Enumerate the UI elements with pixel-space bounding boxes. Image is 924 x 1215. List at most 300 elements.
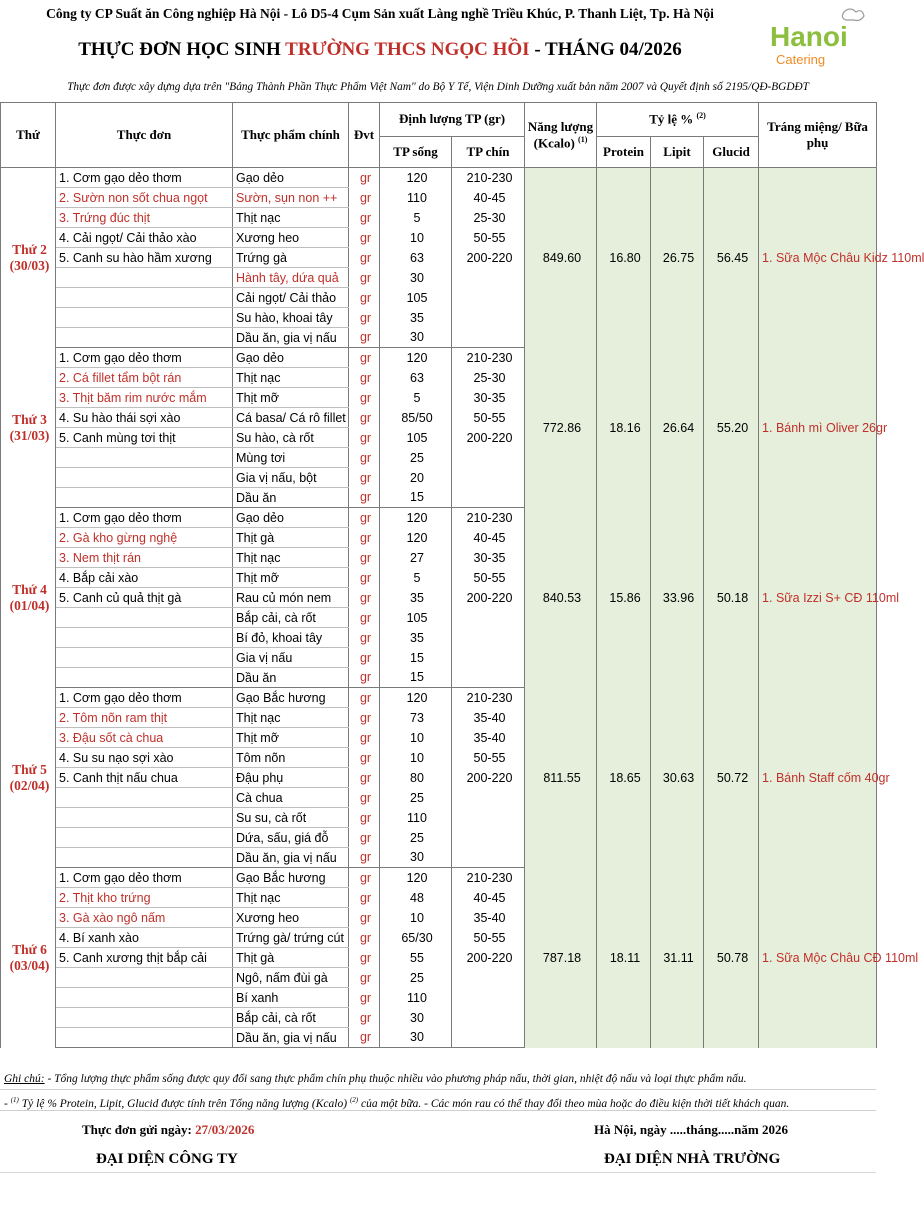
raw-qty-cell: 110 [380, 808, 452, 828]
menu-body [1, 168, 924, 1048]
unit-cell: gr [349, 188, 380, 208]
cooked-qty-cell [452, 648, 525, 668]
col-ratio-header [597, 103, 759, 137]
raw-qty-cell: 63 [380, 368, 452, 388]
unit-cell: gr [349, 628, 380, 648]
dish-item [56, 608, 233, 628]
raw-qty-cell: 20 [380, 468, 452, 488]
food-item: Dứa, sấu, giá đỗ [233, 828, 349, 848]
cooked-qty-cell [452, 628, 525, 648]
dish-item: 4. Cải ngọt/ Cải thảo xào [56, 228, 233, 248]
company-address: Công ty CP Suất ăn Công nghiệp Hà Nội - Lô D5-4 Cụm Sản xuất Làng nghề Triều Khúc, P. Thanh Liệt, Tp. Hà Nội [46, 6, 714, 21]
food-item: Cá basa/ Cá rô fillet [233, 408, 349, 428]
raw-qty-cell: 5 [380, 208, 452, 228]
raw-qty-cell: 80 [380, 768, 452, 788]
food-item: Su hào, cà rốt [233, 428, 349, 448]
cooked-qty-cell: 50-55 [452, 748, 525, 768]
dish-item: 3. Trứng đúc thịt [56, 208, 233, 228]
unit-cell: gr [349, 568, 380, 588]
dish-item: 5. Canh củ quả thịt gà [56, 588, 233, 608]
note-text-2a: Tỷ lệ % Protein, Lipit, Glucid được tính trên Tổng năng lượng (Kcalo) [18, 1097, 350, 1110]
raw-qty-cell: 15 [380, 488, 452, 508]
dish-item: 1. Cơm gạo dẻo thơm [56, 348, 233, 368]
day-label: Thứ 6 [12, 941, 47, 957]
cooked-qty-cell: 40-45 [452, 528, 525, 548]
dish-item [56, 808, 233, 828]
raw-qty-cell: 25 [380, 968, 452, 988]
lipit-cell: 26.75 [651, 168, 704, 348]
cooked-qty-cell [452, 788, 525, 808]
food-item: Dầu ăn [233, 488, 349, 508]
unit-cell: gr [349, 868, 380, 888]
unit-cell: gr [349, 168, 380, 188]
raw-qty-cell: 55 [380, 948, 452, 968]
dish-item [56, 268, 233, 288]
dish-item [56, 488, 233, 508]
unit-cell: gr [349, 1008, 380, 1028]
day-date: (03/04) [9, 957, 50, 973]
food-item: Gia vị nấu, bột [233, 468, 349, 488]
unit-cell: gr [349, 968, 380, 988]
unit-cell: gr [349, 548, 380, 568]
dish-item [56, 288, 233, 308]
cooked-qty-cell: 50-55 [452, 228, 525, 248]
energy-superscript: (1) [578, 134, 588, 144]
unit-cell: gr [349, 408, 380, 428]
menu-row [1, 508, 877, 528]
day-date: (30/03) [9, 257, 50, 273]
dish-item [56, 628, 233, 648]
cooked-qty-cell [452, 668, 525, 688]
dish-item: 1. Cơm gạo dẻo thơm [56, 168, 233, 188]
protein-cell: 16.80 [597, 168, 651, 348]
day-date: (31/03) [9, 427, 50, 443]
cooked-qty-cell: 50-55 [452, 408, 525, 428]
dish-item: 5. Canh mùng tơi thịt [56, 428, 233, 448]
glucid-cell: 50.18 [704, 508, 759, 688]
dish-item: 2. Thịt kho trứng [56, 888, 233, 908]
cooked-qty-cell: 25-30 [452, 208, 525, 228]
note-text-1: - Tổng lượng thực phẩm sống được quy đổi sang thực phẩm chín phụ thuộc nhiều vào phương pháp nấu, thời gian, nhiệt độ nấu và loại thực phẩm nấu. [44, 1073, 747, 1085]
dish-item: 2. Sườn non sốt chua ngọt [56, 188, 233, 208]
raw-qty-cell: 10 [380, 728, 452, 748]
unit-cell: gr [349, 908, 380, 928]
food-item: Rau củ món nem [233, 588, 349, 608]
dish-item [56, 848, 233, 868]
unit-cell: gr [349, 848, 380, 868]
day-date: (01/04) [9, 597, 50, 613]
day-cell [1, 868, 56, 1048]
raw-qty-cell: 120 [380, 168, 452, 188]
col-unit-header: Đvt [349, 103, 380, 168]
unit-cell: gr [349, 368, 380, 388]
note-superscript-1: (1) [10, 1096, 19, 1104]
notes-section [0, 1069, 876, 1111]
raw-qty-cell: 48 [380, 888, 452, 908]
unit-cell: gr [349, 888, 380, 908]
unit-cell: gr [349, 828, 380, 848]
unit-cell: gr [349, 508, 380, 528]
dish-item: 3. Thịt băm rim nước mắm [56, 388, 233, 408]
cooked-qty-cell [452, 808, 525, 828]
unit-cell: gr [349, 308, 380, 328]
food-item: Trứng gà [233, 248, 349, 268]
menu-row [1, 168, 877, 188]
menu-row [1, 348, 877, 368]
dish-item [56, 1028, 233, 1048]
food-item: Thịt gà [233, 528, 349, 548]
col-day-header: Thứ [1, 103, 56, 168]
energy-cell: 849.60 [525, 168, 597, 348]
day-label: Thứ 4 [12, 581, 47, 597]
food-item: Thịt mỡ [233, 388, 349, 408]
food-item: Bí xanh [233, 988, 349, 1008]
food-item: Thịt nạc [233, 208, 349, 228]
cooked-qty-cell [452, 268, 525, 288]
dish-item: 3. Đậu sốt cà chua [56, 728, 233, 748]
food-item: Thịt gà [233, 948, 349, 968]
energy-label: Năng lượng (Kcalo) [527, 118, 594, 151]
food-item: Xương heo [233, 228, 349, 248]
hanoi-catering-logo [762, 6, 874, 70]
food-item: Thịt mỡ [233, 728, 349, 748]
company-representative: ĐẠI DIỆN CÔNG TY [96, 1151, 238, 1167]
glucid-cell: 56.45 [704, 168, 759, 348]
note-label: Ghi chú: [4, 1073, 45, 1085]
dish-item: 2. Cá fillet tẩm bột rán [56, 368, 233, 388]
unit-cell: gr [349, 488, 380, 508]
note-line-2 [0, 1090, 876, 1111]
raw-qty-cell: 120 [380, 868, 452, 888]
food-item: Gia vị nấu [233, 648, 349, 668]
food-item: Xương heo [233, 908, 349, 928]
food-item: Gạo dẻo [233, 508, 349, 528]
cooked-qty-cell [452, 848, 525, 868]
food-item: Thịt mỡ [233, 568, 349, 588]
ratio-label: Tỷ lệ % [649, 111, 694, 127]
dish-item: 3. Gà xào ngô nấm [56, 908, 233, 928]
dessert-cell: 1. Sữa Mộc Châu Kidz 110ml [759, 168, 877, 348]
raw-qty-cell: 110 [380, 188, 452, 208]
food-item: Gạo Bắc hương [233, 688, 349, 708]
send-date-row [0, 1118, 876, 1142]
col-raw-header: TP sống [380, 137, 452, 168]
note-superscript-2: (2) [349, 1096, 359, 1104]
weekly-menu-table [0, 102, 924, 1048]
sheet-gridlines [0, 1172, 876, 1215]
unit-cell: gr [349, 388, 380, 408]
cooked-qty-cell [452, 468, 525, 488]
raw-qty-cell: 73 [380, 708, 452, 728]
col-dessert-header: Tráng miệng/ Bữa phụ [759, 103, 877, 168]
raw-qty-cell: 63 [380, 248, 452, 268]
food-item: Gạo dẻo [233, 348, 349, 368]
unit-cell: gr [349, 348, 380, 368]
protein-cell: 18.16 [597, 348, 651, 508]
cooked-qty-cell: 30-35 [452, 388, 525, 408]
dish-item [56, 328, 233, 348]
ratio-superscript: (2) [696, 111, 706, 121]
cooked-qty-cell: 200-220 [452, 588, 525, 608]
cooked-qty-cell [452, 1028, 525, 1048]
unit-cell: gr [349, 648, 380, 668]
col-dish-header: Thực đơn [56, 103, 233, 168]
dish-item [56, 648, 233, 668]
page-title [0, 32, 760, 68]
cooked-qty-cell: 210-230 [452, 868, 525, 888]
cooked-qty-cell [452, 448, 525, 468]
food-item: Thịt nạc [233, 548, 349, 568]
unit-cell: gr [349, 588, 380, 608]
dish-item: 4. Bắp cải xào [56, 568, 233, 588]
col-food-header: Thực phẩm chính [233, 103, 349, 168]
raw-qty-cell: 30 [380, 1028, 452, 1048]
glucid-cell: 55.20 [704, 348, 759, 508]
raw-qty-cell: 5 [380, 388, 452, 408]
dish-item: 2. Gà kho gừng nghệ [56, 528, 233, 548]
cooked-qty-cell [452, 1008, 525, 1028]
title-month: - THÁNG 04/2026 [529, 39, 682, 60]
unit-cell: gr [349, 608, 380, 628]
dish-item [56, 828, 233, 848]
note-line-1 [0, 1069, 876, 1090]
food-item: Dầu ăn, gia vị nấu [233, 1028, 349, 1048]
raw-qty-cell: 35 [380, 588, 452, 608]
raw-qty-cell: 25 [380, 788, 452, 808]
col-glucid-header: Glucid [704, 137, 759, 168]
cooked-qty-cell: 200-220 [452, 248, 525, 268]
dish-item [56, 988, 233, 1008]
cooked-qty-cell: 210-230 [452, 348, 525, 368]
lipit-cell: 26.64 [651, 348, 704, 508]
dessert-cell: 1. Bánh mì Oliver 26gr [759, 348, 877, 508]
cooked-qty-cell [452, 308, 525, 328]
raw-qty-cell: 30 [380, 848, 452, 868]
food-item: Trứng gà/ trứng cút [233, 928, 349, 948]
lipit-cell: 33.96 [651, 508, 704, 688]
dish-item: 5. Canh thịt nấu chua [56, 768, 233, 788]
protein-cell: 18.65 [597, 688, 651, 868]
cooked-qty-cell: 200-220 [452, 768, 525, 788]
energy-cell: 772.86 [525, 348, 597, 508]
unit-cell: gr [349, 928, 380, 948]
raw-qty-cell: 120 [380, 508, 452, 528]
unit-cell: gr [349, 428, 380, 448]
unit-cell: gr [349, 528, 380, 548]
unit-cell: gr [349, 728, 380, 748]
day-date: (02/04) [9, 777, 50, 793]
raw-qty-cell: 105 [380, 608, 452, 628]
cooked-qty-cell: 200-220 [452, 948, 525, 968]
sent-date-value: 27/03/2026 [195, 1122, 255, 1137]
dish-item: 4. Su hào thái sợi xào [56, 408, 233, 428]
raw-qty-cell: 105 [380, 428, 452, 448]
unit-cell: gr [349, 948, 380, 968]
raw-qty-cell: 5 [380, 568, 452, 588]
raw-qty-cell: 10 [380, 908, 452, 928]
food-item: Dầu ăn [233, 668, 349, 688]
glucid-cell: 50.78 [704, 868, 759, 1048]
cooked-qty-cell [452, 488, 525, 508]
food-item: Dầu ăn, gia vị nấu [233, 848, 349, 868]
cooked-qty-cell: 35-40 [452, 908, 525, 928]
unit-cell: gr [349, 328, 380, 348]
energy-cell: 840.53 [525, 508, 597, 688]
lipit-cell: 30.63 [651, 688, 704, 868]
cooked-qty-cell: 50-55 [452, 568, 525, 588]
menu-row [1, 868, 877, 888]
cooked-qty-cell: 35-40 [452, 708, 525, 728]
cooked-qty-cell: 40-45 [452, 188, 525, 208]
food-item: Gạo dẻo [233, 168, 349, 188]
cooked-qty-cell: 210-230 [452, 508, 525, 528]
food-item: Bắp cải, cà rốt [233, 608, 349, 628]
raw-qty-cell: 30 [380, 328, 452, 348]
raw-qty-cell: 120 [380, 528, 452, 548]
unit-cell: gr [349, 268, 380, 288]
place-date: Hà Nội, ngày .....tháng.....năm 2026 [594, 1122, 788, 1137]
cooked-qty-cell [452, 608, 525, 628]
day-cell [1, 508, 56, 688]
dessert-cell: 1. Sữa Mộc Châu CĐ 110ml [759, 868, 877, 1048]
raw-qty-cell: 120 [380, 688, 452, 708]
raw-qty-cell: 10 [380, 228, 452, 248]
cooked-qty-cell: 50-55 [452, 928, 525, 948]
food-item: Dầu ăn, gia vị nấu [233, 328, 349, 348]
dish-item: 3. Nem thịt rán [56, 548, 233, 568]
food-item: Hành tây, dứa quả [233, 268, 349, 288]
unit-cell: gr [349, 988, 380, 1008]
dish-item [56, 968, 233, 988]
col-energy-header [525, 103, 597, 168]
food-item: Thịt nạc [233, 708, 349, 728]
unit-cell: gr [349, 668, 380, 688]
dish-item: 1. Cơm gạo dẻo thơm [56, 868, 233, 888]
food-item: Gạo Bắc hương [233, 868, 349, 888]
unit-cell: gr [349, 788, 380, 808]
dish-item: 2. Tôm nõn ram thịt [56, 708, 233, 728]
note-prefix: - [4, 1097, 11, 1110]
unit-cell: gr [349, 208, 380, 228]
food-item: Sườn, sụn non ++ [233, 188, 349, 208]
food-item: Mùng tơi [233, 448, 349, 468]
food-item: Thịt nạc [233, 368, 349, 388]
dish-item: 4. Su su nạo sợi xào [56, 748, 233, 768]
cooked-qty-cell: 210-230 [452, 168, 525, 188]
food-item: Tôm nõn [233, 748, 349, 768]
protein-cell: 15.86 [597, 508, 651, 688]
cooked-qty-cell [452, 828, 525, 848]
food-item: Cà chua [233, 788, 349, 808]
food-item: Cải ngọt/ Cải thảo [233, 288, 349, 308]
day-label: Thứ 3 [12, 411, 47, 427]
raw-qty-cell: 25 [380, 448, 452, 468]
col-qty-header: Định lượng TP (gr) [380, 103, 525, 137]
unit-cell: gr [349, 448, 380, 468]
food-item: Bắp cải, cà rốt [233, 1008, 349, 1028]
note-text-2b: của một bữa. - Các món rau có thể thay đổi theo mùa hoặc do điều kiện thời tiết khách quan. [358, 1097, 790, 1110]
glucid-cell: 50.72 [704, 688, 759, 868]
dish-item [56, 1008, 233, 1028]
raw-qty-cell: 35 [380, 308, 452, 328]
raw-qty-cell: 15 [380, 648, 452, 668]
energy-cell: 811.55 [525, 688, 597, 868]
dish-item: 5. Canh su hào hầm xương [56, 248, 233, 268]
logo-text: Hanoi [770, 21, 848, 52]
unit-cell: gr [349, 808, 380, 828]
lipit-cell: 31.11 [651, 868, 704, 1048]
raw-qty-cell: 10 [380, 748, 452, 768]
raw-qty-cell: 85/50 [380, 408, 452, 428]
energy-cell: 787.18 [525, 868, 597, 1048]
dish-item [56, 468, 233, 488]
raw-qty-cell: 105 [380, 288, 452, 308]
dish-item: 5. Canh xương thịt bắp cải [56, 948, 233, 968]
cooked-qty-cell: 30-35 [452, 548, 525, 568]
title-prefix: THỰC ĐƠN HỌC SINH [78, 39, 286, 60]
food-item: Đậu phụ [233, 768, 349, 788]
raw-qty-cell: 30 [380, 1008, 452, 1028]
dish-item: 1. Cơm gạo dẻo thơm [56, 688, 233, 708]
unit-cell: gr [349, 248, 380, 268]
cooked-qty-cell: 200-220 [452, 428, 525, 448]
col-lipit-header: Lipit [651, 137, 704, 168]
raw-qty-cell: 120 [380, 348, 452, 368]
raw-qty-cell: 15 [380, 668, 452, 688]
signature-row [0, 1146, 876, 1172]
cooked-qty-cell: 210-230 [452, 688, 525, 708]
cooked-qty-cell [452, 968, 525, 988]
food-item: Ngô, nấm đùi gà [233, 968, 349, 988]
cooked-qty-cell: 25-30 [452, 368, 525, 388]
sent-date-label: Thực đơn gửi ngày: [82, 1122, 196, 1137]
unit-cell: gr [349, 748, 380, 768]
school-representative: ĐẠI DIỆN NHÀ TRƯỜNG [604, 1151, 781, 1167]
dish-item [56, 448, 233, 468]
day-label: Thứ 2 [12, 241, 47, 257]
raw-qty-cell: 27 [380, 548, 452, 568]
dish-item: 4. Bí xanh xào [56, 928, 233, 948]
raw-qty-cell: 110 [380, 988, 452, 1008]
unit-cell: gr [349, 228, 380, 248]
school-name: TRƯỜNG THCS NGỌC HỒI [285, 39, 530, 60]
col-cooked-header: TP chín [452, 137, 525, 168]
sent-date [82, 1118, 254, 1142]
cooked-qty-cell [452, 328, 525, 348]
cooked-qty-cell: 35-40 [452, 728, 525, 748]
unit-cell: gr [349, 688, 380, 708]
menu-row [1, 688, 877, 708]
day-label: Thứ 5 [12, 761, 47, 777]
cooked-qty-cell: 40-45 [452, 888, 525, 908]
cooked-qty-cell [452, 988, 525, 1008]
raw-qty-cell: 30 [380, 268, 452, 288]
col-protein-header: Protein [597, 137, 651, 168]
raw-qty-cell: 65/30 [380, 928, 452, 948]
dish-item [56, 668, 233, 688]
dish-item: 1. Cơm gạo dẻo thơm [56, 508, 233, 528]
day-cell [1, 168, 56, 348]
dish-item [56, 308, 233, 328]
dessert-cell: 1. Sữa Izzi S+ CĐ 110ml [759, 508, 877, 688]
food-item: Thịt nạc [233, 888, 349, 908]
unit-cell: gr [349, 768, 380, 788]
food-item: Su hào, khoai tây [233, 308, 349, 328]
raw-qty-cell: 35 [380, 628, 452, 648]
unit-cell: gr [349, 468, 380, 488]
unit-cell: gr [349, 708, 380, 728]
day-cell [1, 348, 56, 508]
